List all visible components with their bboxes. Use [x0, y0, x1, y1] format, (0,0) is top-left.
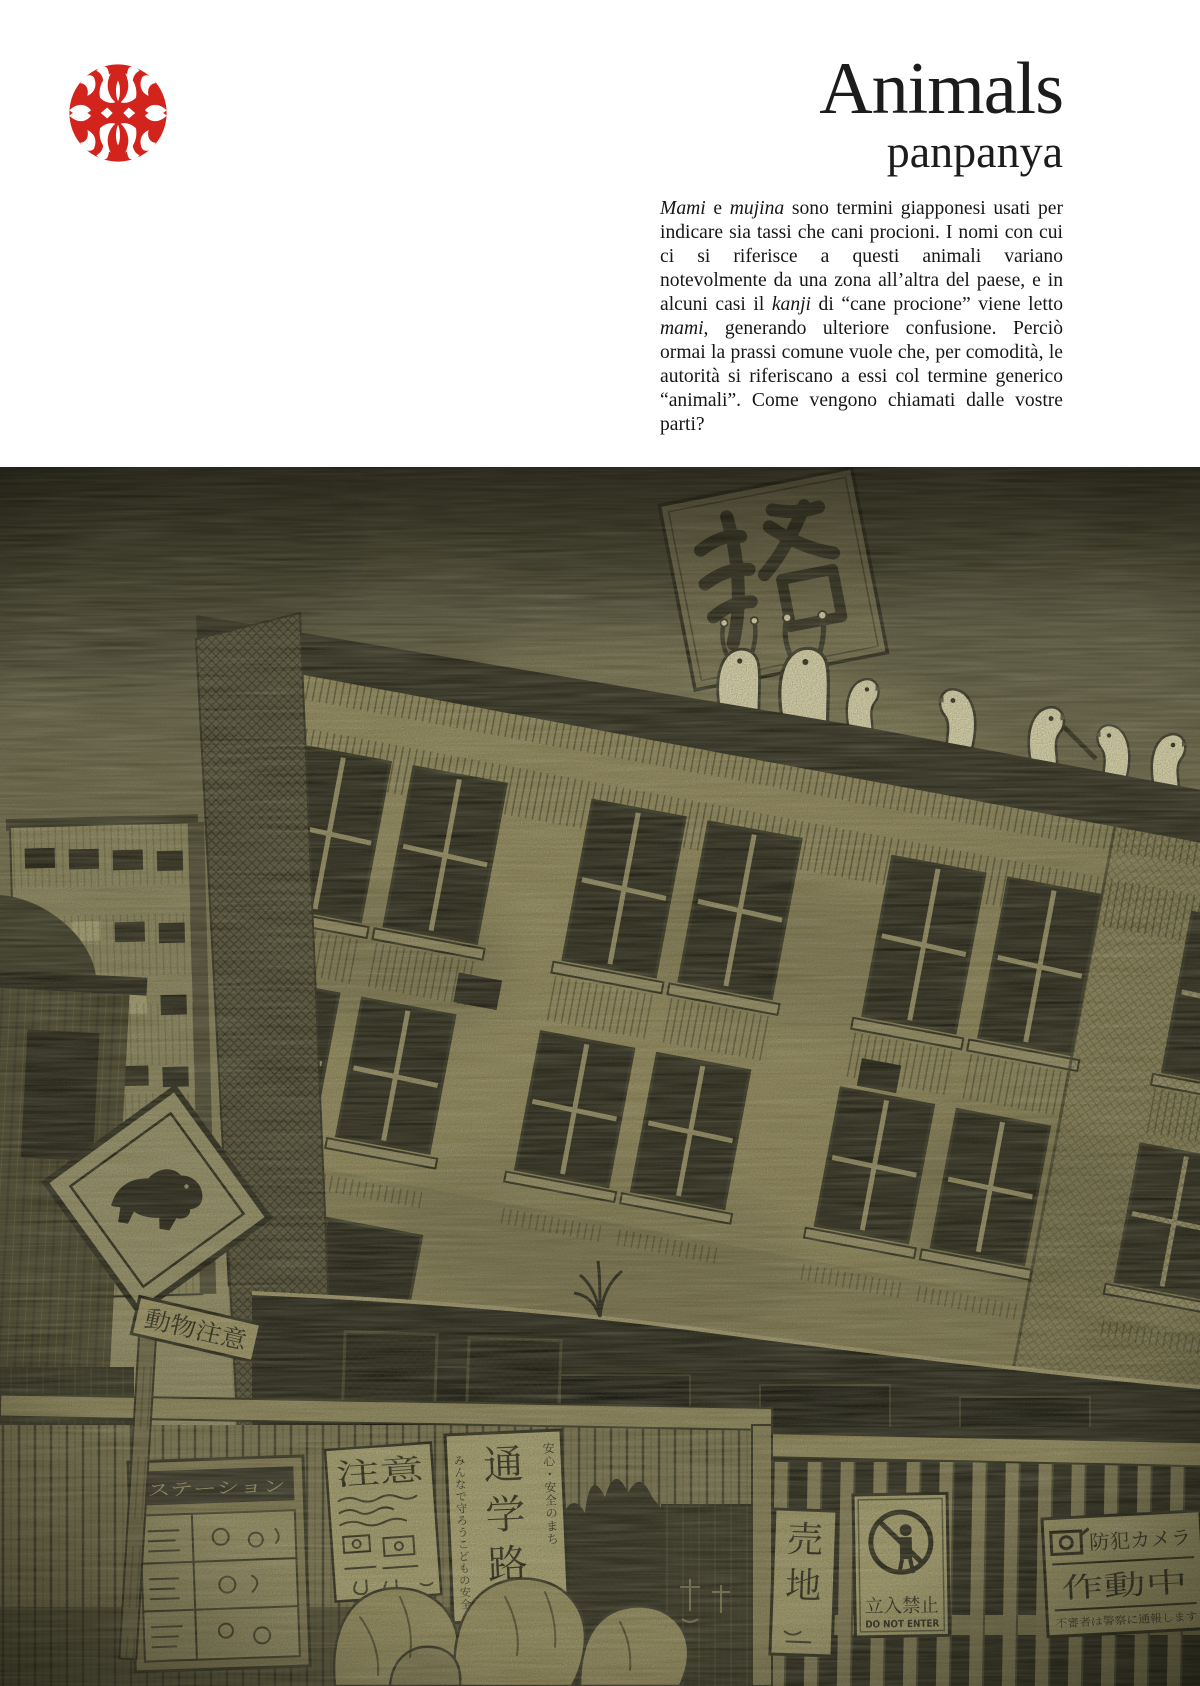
illustration-canvas: [0, 467, 1200, 1686]
book-author: panpanya: [886, 126, 1063, 177]
cover-illustration: [0, 467, 1200, 1686]
publisher-logo-ornament: [64, 59, 172, 167]
intro-paragraph: Mami e mujina sono termini giapponesi usati per indicare sia tassi che cani procioni. I nomi con cui ci si riferisce a questi animali variano notevolmente da una zona all’altra del paese, e in alcuni casi il kanji di “cane procione” viene letto mami, generando ulteriore confusione. Perciò ormai la prassi comune vuole che, per comodità, le autorità si riferiscano a essi col termine generico “animali”. Come vengono chiamati dalle vostre parti?: [660, 198, 1064, 435]
publisher-logo: [64, 59, 172, 167]
vignette: [0, 467, 1200, 1686]
page-title: Animals: [819, 48, 1063, 130]
